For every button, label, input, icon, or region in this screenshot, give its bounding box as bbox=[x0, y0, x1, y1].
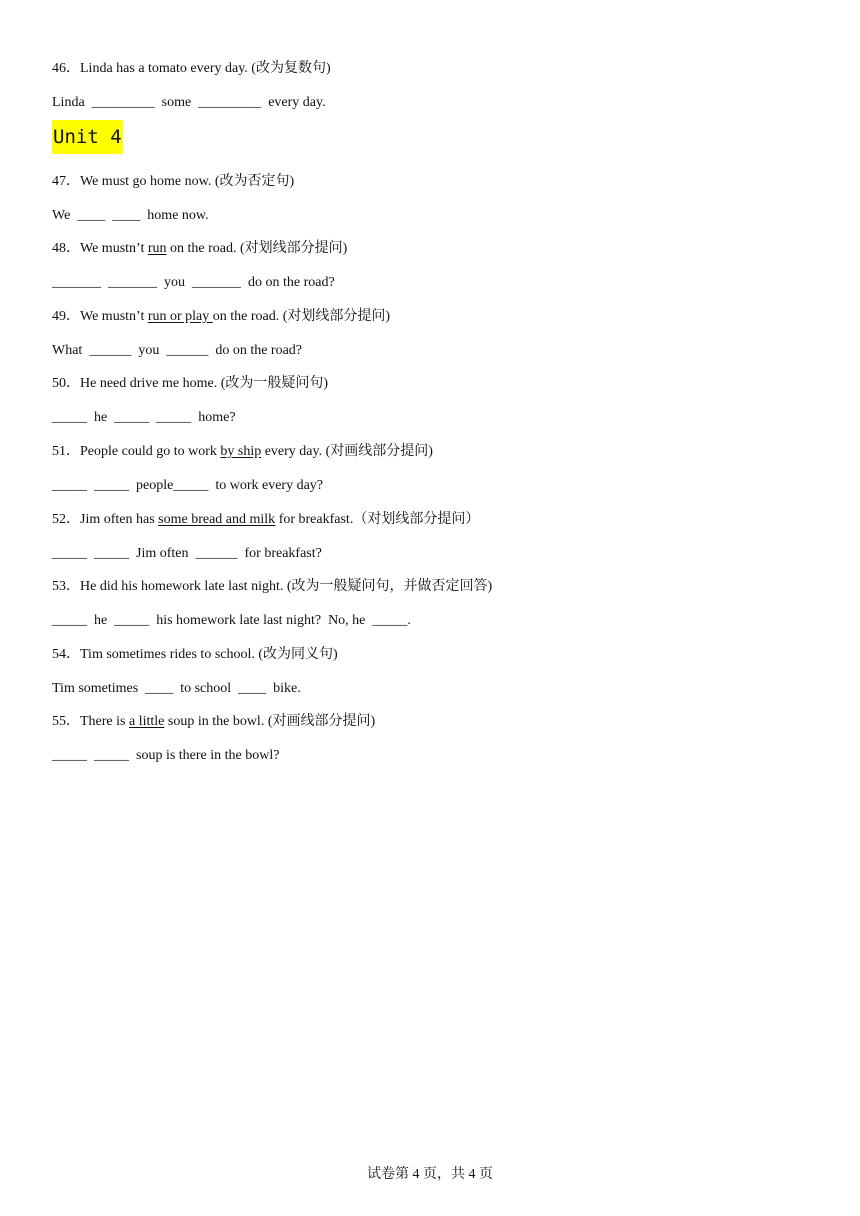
question-text: 46．Linda has a tomato every day. (改为复数句) bbox=[52, 61, 331, 76]
answer-text: Linda _________ some _________ every day. bbox=[52, 95, 326, 110]
question-51 bbox=[52, 443, 433, 461]
question-text-post: soup in the bowl. (对画线部分提问) bbox=[164, 714, 376, 729]
question-48 bbox=[52, 240, 347, 258]
question-text-post: on the road. (对划线部分提问) bbox=[166, 241, 348, 256]
question-52 bbox=[52, 511, 479, 529]
question-49 bbox=[52, 308, 390, 326]
underlined-phrase: run or play bbox=[147, 309, 213, 324]
answer-51 bbox=[52, 477, 323, 495]
question-46 bbox=[52, 60, 331, 78]
answer-text: _____ _____ people_____ to work every day? bbox=[52, 478, 323, 493]
question-text: 50．He need drive me home. (改为一般疑问句) bbox=[52, 376, 329, 391]
question-50 bbox=[52, 375, 328, 393]
answer-text: What ______ you ______ do on the road? bbox=[52, 343, 303, 358]
question-text-post: for breakfast.（对划线部分提问） bbox=[275, 512, 480, 527]
answer-text: _____ _____ Jim often ______ for breakfast? bbox=[52, 546, 322, 561]
question-text: 53．He did his homework late last night. (改为一般疑问句，并做否定回答) bbox=[52, 579, 493, 594]
answer-52 bbox=[52, 545, 322, 563]
underlined-phrase: a little bbox=[128, 714, 165, 729]
answer-55 bbox=[52, 747, 279, 765]
answer-53 bbox=[52, 612, 411, 630]
question-text-post: every day. (对画线部分提问) bbox=[261, 444, 433, 459]
answer-text: We ____ ____ home now. bbox=[52, 208, 209, 223]
answer-46 bbox=[52, 94, 326, 112]
answer-text: Tim sometimes ____ to school ____ bike. bbox=[52, 681, 301, 696]
question-47 bbox=[52, 173, 294, 191]
question-text-pre: 51．People could go to work bbox=[52, 444, 221, 459]
answer-47 bbox=[52, 207, 209, 225]
question-text-pre: 48．We mustn’t bbox=[52, 241, 148, 256]
question-text-pre: 52．Jim often has bbox=[52, 512, 159, 527]
answer-text: _______ _______ you _______ do on the road? bbox=[52, 275, 335, 290]
question-55 bbox=[52, 713, 375, 731]
question-text: 47．We must go home now. (改为否定句) bbox=[52, 174, 295, 189]
answer-50 bbox=[52, 409, 236, 427]
answer-48 bbox=[52, 274, 335, 292]
underlined-phrase: run bbox=[147, 241, 167, 256]
question-53 bbox=[52, 578, 492, 596]
question-text-post: on the road. (对划线部分提问) bbox=[212, 309, 391, 324]
question-54 bbox=[52, 646, 338, 664]
answer-54 bbox=[52, 680, 301, 698]
question-text-pre: 55．There is bbox=[52, 714, 129, 729]
question-text: 54．Tim sometimes rides to school. (改为同义句) bbox=[52, 647, 338, 662]
answer-text: _____ he _____ his homework late last night? No, he _____. bbox=[52, 613, 411, 628]
answer-text: _____ _____ soup is there in the bowl? bbox=[52, 748, 280, 763]
answer-text: _____ he _____ _____ home? bbox=[52, 410, 236, 425]
unit-heading: Unit 4 bbox=[52, 120, 123, 154]
question-text-pre: 49．We mustn’t bbox=[52, 309, 148, 324]
underlined-phrase: by ship bbox=[220, 444, 262, 459]
underlined-phrase: some bread and milk bbox=[158, 512, 276, 527]
page-footer: 试卷第 4 页，共 4 页 bbox=[367, 1167, 493, 1182]
answer-49 bbox=[52, 342, 302, 360]
